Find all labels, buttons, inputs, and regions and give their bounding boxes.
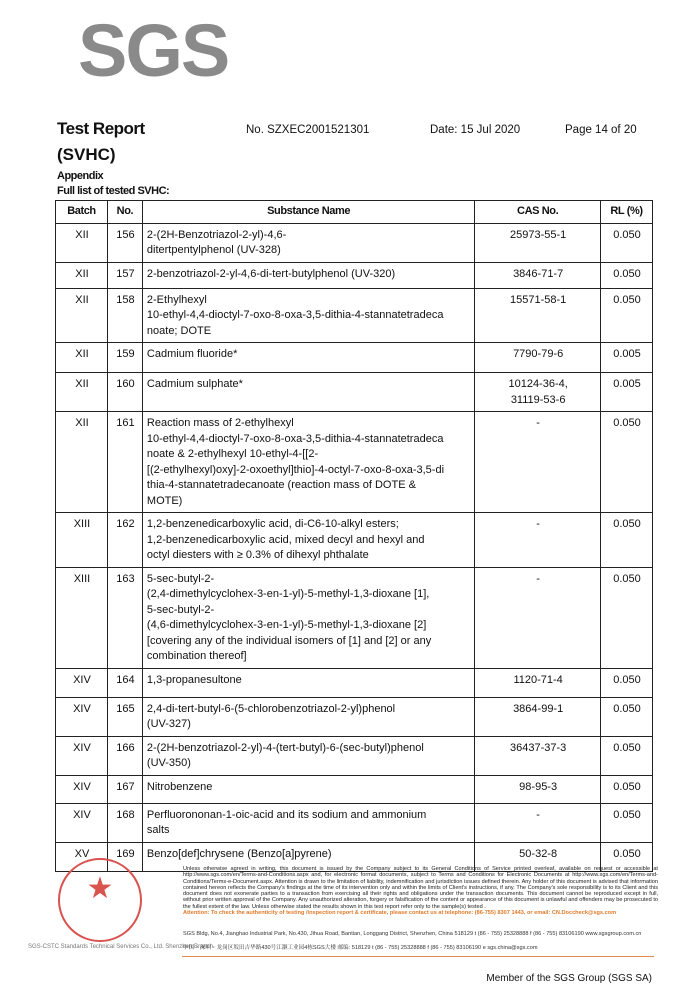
cell-batch (56, 262, 108, 288)
cas-line: 98-95-3 (519, 780, 558, 793)
cell-no (107, 288, 142, 343)
no-value: 160 (116, 378, 135, 390)
cell-substance (142, 775, 474, 803)
rl-value: 0.050 (613, 417, 641, 429)
substance-line: Perfluorononan-1-oic-acid and its sodium and ammonium (146, 808, 427, 821)
substance-line: 2,4-di-tert-butyl-6-(5-chlorobenzotriazol-2-yl)phenol (146, 702, 396, 715)
substance-line: 2-(2H-Benzotriazol-2-yl)-4,6- (146, 228, 287, 241)
substance-line: salts (146, 824, 170, 836)
cell-substance (142, 412, 474, 513)
cell-cas (475, 262, 601, 288)
table-row (56, 803, 653, 842)
no-value: 157 (116, 267, 135, 280)
batch-value: XIV (73, 780, 91, 793)
table-row (56, 513, 653, 568)
cell-cas (475, 697, 601, 736)
cas-line: 25973-55-1 (510, 228, 567, 241)
cell-rl (601, 262, 653, 288)
batch-value: XII (75, 348, 89, 360)
cell-rl (601, 775, 653, 803)
cell-cas (475, 343, 601, 373)
table-row (56, 668, 653, 697)
rl-value: 0.050 (613, 518, 641, 530)
legal-disclaimer (183, 866, 658, 916)
cell-no (107, 412, 142, 513)
table-row (56, 567, 653, 668)
table-row (56, 736, 653, 775)
substance-line: 2-benzotriazol-2-yl-4,6-di-tert-butylphenol (UV-320) (146, 267, 396, 280)
col-no: No. (107, 201, 142, 224)
batch-value: XII (75, 378, 89, 390)
report-number: No. SZXEC2001521301 (246, 124, 370, 136)
substance-line: 1,2-benzenedicarboxylic acid, mixed decyl and hexyl and (146, 533, 425, 546)
svhc-table (55, 200, 653, 872)
cell-batch (56, 513, 108, 568)
table-row (56, 373, 653, 412)
no-value: 168 (116, 808, 135, 821)
batch-value: XIV (73, 741, 91, 754)
rl-value: 0.050 (613, 808, 641, 821)
batch-value: XIII (73, 572, 91, 585)
cell-no (107, 567, 142, 668)
rl-value: 0.050 (613, 741, 641, 754)
cas-line: 3846-71-7 (513, 267, 564, 280)
star-icon: ★ (86, 872, 114, 905)
list-title: Full list of tested SVHC: (57, 185, 170, 197)
cas-line: 15571-58-1 (510, 293, 567, 306)
table-row (56, 775, 653, 803)
cell-no (107, 223, 142, 262)
member-text: Member of the SGS Group (SGS SA) (486, 973, 652, 984)
rl-value: 0.050 (613, 228, 641, 241)
cell-batch (56, 697, 108, 736)
substance-line: 2-(2H-benzotriazol-2-yl)-4-(tert-butyl)-6-(sec-butyl)phenol (146, 741, 424, 754)
stamp-label: SGS-CSTC Standards Technical Services Co., Ltd. Shenzhen Branch (28, 944, 213, 950)
cell-substance (142, 223, 474, 262)
rl-value: 0.050 (613, 267, 641, 280)
cell-batch (56, 803, 108, 842)
cell-no (107, 697, 142, 736)
cell-cas (475, 736, 601, 775)
no-value: 161 (116, 417, 135, 429)
cell-cas (475, 567, 601, 668)
substance-line: 10-ethyl-4,4-dioctyl-7-oxo-8-oxa-3,5-dithia-4-stannatetradeca (146, 309, 444, 321)
substance-line: noate; DOTE (146, 324, 212, 337)
table-row (56, 412, 653, 513)
cell-cas (475, 513, 601, 568)
batch-value: XIII (73, 518, 91, 530)
substance-line: 1,3-propanesultone (146, 673, 242, 686)
cell-substance (142, 343, 474, 373)
no-value: 165 (116, 702, 135, 715)
cell-no (107, 668, 142, 697)
batch-value: XII (75, 267, 89, 280)
no-value: 164 (116, 673, 135, 686)
batch-value: XIV (73, 808, 91, 821)
rl-value: 0.050 (613, 572, 641, 585)
substance-line: (UV-350) (146, 757, 191, 769)
cell-batch (56, 343, 108, 373)
substance-line: 5-sec-butyl-2- (146, 603, 215, 616)
substance-line: thia-4-stannatetradecanoate (reaction mass of DOTE & (146, 479, 416, 491)
substance-line: noate & 2-ethylhexyl 10-ethyl-4-[[2- (146, 448, 319, 460)
cell-cas (475, 668, 601, 697)
report-title: Test Report (57, 119, 145, 138)
col-cas: CAS No. (475, 201, 601, 224)
col-rl: RL (%) (601, 201, 653, 224)
substance-line: Benzo[def]chrysene (Benzo[a]pyrene) (146, 847, 332, 860)
cas-line: 50-32-8 (519, 847, 558, 860)
cell-rl (601, 373, 653, 412)
substance-line: (4,6-dimethylcyclohex-3-en-1-yl)-5-methyl-1,3-dioxane [2] (146, 619, 427, 631)
cell-cas (475, 223, 601, 262)
table-row (56, 343, 653, 373)
cell-rl (601, 513, 653, 568)
no-value: 162 (116, 518, 135, 530)
cell-substance (142, 803, 474, 842)
rl-value: 0.050 (613, 673, 641, 686)
cell-substance (142, 262, 474, 288)
cell-substance (142, 373, 474, 412)
legal-text: Unless otherwise agreed in writing, this document is issued by the Company subject to its General Conditions of Service printed overleaf, available on request or accessible at http://www.sgs.com/en/Terms-and-Conditions.aspx and, for electronic format documents, subject to Terms and Conditions for Electronic Documents at http://www.sgs.com/en/Terms-and-Conditions/Terms-e-Document.aspx. Attention is drawn to the limitation of liability, indemnification and jurisdiction issues defined therein. Any holder of this document is advised that information contained hereon reflects the Company's findings at the time of its intervention only and within the limits of Client's instructions, if any. The Company's sole responsibility is to its Client and this document does not exonerate parties to a transaction from exercising all their rights and obligations under the transaction documents. This document cannot be reproduced except in full, without prior written approval of the Company. Any unauthorized alteration, forgery or falsification of the content or appearance of this document is unlawful and offenders may be prosecuted to the fullest extent of the law. Unless otherwise stated the results shown in this test report refer only to the sample(s) tested . (183, 866, 658, 910)
cas-line: - (536, 572, 540, 585)
page-number: Page 14 of 20 (565, 124, 637, 136)
cell-rl (601, 288, 653, 343)
table-row (56, 288, 653, 343)
cell-rl (601, 343, 653, 373)
cell-substance (142, 288, 474, 343)
inspection-stamp (58, 858, 142, 942)
cell-substance (142, 697, 474, 736)
no-value: 169 (116, 847, 135, 860)
report-subtitle: (SVHC) (57, 145, 116, 164)
rl-value: 0.050 (613, 702, 641, 715)
batch-value: XII (75, 293, 89, 306)
cell-batch (56, 288, 108, 343)
cas-line: 36437-37-3 (510, 741, 567, 754)
col-batch: Batch (56, 201, 108, 224)
cas-line: 10124-36-4, (508, 378, 568, 390)
rl-value: 0.005 (613, 348, 641, 360)
cas-line: 31119-53-6 (510, 393, 566, 406)
report-date: Date: 15 Jul 2020 (430, 124, 521, 136)
substance-line: combination thereof] (146, 650, 247, 662)
cell-rl (601, 412, 653, 513)
substance-line: [(2-ethylhexyl)oxy]-2-oxoethyl]thio]-4-octyl-7-oxo-8-oxa-3,5-di (146, 463, 445, 476)
table-row (56, 223, 653, 262)
cell-cas (475, 803, 601, 842)
cell-batch (56, 775, 108, 803)
cell-rl (601, 567, 653, 668)
col-substance: Substance Name (142, 201, 474, 224)
substance-line: ditertpentylphenol (UV-328) (146, 244, 281, 256)
attention-text: Attention: To check the authenticity of testing /inspection report & certificate, please contact us at telephone: (86-755) 8307 1443, or email: CN.Doccheck@sgs.com (183, 910, 617, 917)
substance-line: MOTE) (146, 494, 183, 507)
table-row (56, 262, 653, 288)
cell-batch (56, 736, 108, 775)
table-row (56, 697, 653, 736)
cell-batch (56, 412, 108, 513)
cas-line: 3864-99-1 (513, 702, 564, 715)
batch-value: XII (75, 228, 89, 241)
cell-substance (142, 668, 474, 697)
no-value: 159 (116, 348, 135, 360)
cell-no (107, 343, 142, 373)
cell-rl (601, 223, 653, 262)
appendix-label: Appendix (57, 170, 104, 182)
cell-no (107, 803, 142, 842)
cell-no (107, 736, 142, 775)
no-value: 163 (116, 572, 135, 585)
sgs-logo: SGS (78, 9, 229, 92)
substance-line: 2-Ethylhexyl (146, 293, 207, 306)
batch-value: XV (74, 847, 90, 860)
cell-rl (601, 668, 653, 697)
substance-line: Cadmium sulphate* (146, 378, 243, 390)
address-en: SGS Bldg, No.4, Jianghao Industrial Park, No.430, Jihua Road, Bantian, Longgang District, Shenzhen, China 518129 t (86 - 755) 25328888 f (86 - 755) 83106190 www.sgsgroup.com.cn (183, 931, 642, 937)
cell-batch (56, 373, 108, 412)
rl-value: 0.050 (613, 847, 641, 860)
cell-batch (56, 567, 108, 668)
cell-batch (56, 223, 108, 262)
cell-no (107, 262, 142, 288)
substance-line: (2,4-dimethylcyclohex-3-en-1-yl)-5-methyl-1,3-dioxane [1], (146, 588, 430, 600)
rl-value: 0.050 (613, 293, 641, 306)
cell-cas (475, 373, 601, 412)
substance-line: octyl diesters with ≥ 0.3% of dihexyl phthalate (146, 549, 369, 561)
cell-no (107, 373, 142, 412)
cell-cas (475, 775, 601, 803)
cas-line: - (536, 518, 540, 530)
cas-line: - (536, 808, 540, 821)
cell-rl (601, 803, 653, 842)
cell-cas (475, 412, 601, 513)
cell-substance (142, 513, 474, 568)
substance-line: [covering any of the individual isomers of [1] and [2] or any (146, 634, 432, 647)
no-value: 166 (116, 741, 135, 754)
cas-line: 1120-71-4 (513, 673, 563, 686)
cell-no (107, 775, 142, 803)
no-value: 156 (116, 228, 135, 241)
substance-line: (UV-327) (146, 718, 191, 730)
substance-line: 1,2-benzenedicarboxylic acid, di-C6-10-alkyl esters; (146, 518, 399, 530)
cas-line: 7790-79-6 (513, 348, 564, 360)
cell-batch (56, 668, 108, 697)
cell-no (107, 513, 142, 568)
substance-line: 10-ethyl-4,4-dioctyl-7-oxo-8-oxa-3,5-dithia-4-stannatetradeca (146, 432, 444, 445)
cas-line: - (536, 417, 540, 429)
rl-value: 0.050 (613, 780, 641, 793)
footer-divider (182, 956, 654, 957)
batch-value: XIV (73, 702, 91, 715)
cell-rl (601, 736, 653, 775)
substance-line: Cadmium fluoride* (146, 348, 238, 360)
no-value: 167 (116, 780, 135, 793)
address-cn: 中国・深圳・龙岗区坂田吉华路430号江灏工业园4栋SGS大楼 邮编: 518129 t (86 - 755) 25328888 f (86 - 755) 83106190 e sgs.china@sgs.com (183, 945, 538, 951)
substance-line: 5-sec-butyl-2- (146, 572, 215, 585)
cell-substance (142, 567, 474, 668)
batch-value: XIV (73, 673, 91, 686)
batch-value: XII (75, 417, 89, 429)
cell-rl (601, 697, 653, 736)
cell-substance (142, 736, 474, 775)
no-value: 158 (116, 293, 135, 306)
table-header (56, 201, 653, 224)
cell-cas (475, 288, 601, 343)
substance-line: Reaction mass of 2-ethylhexyl (146, 417, 294, 429)
rl-value: 0.005 (613, 378, 641, 390)
substance-line: Nitrobenzene (146, 780, 213, 793)
